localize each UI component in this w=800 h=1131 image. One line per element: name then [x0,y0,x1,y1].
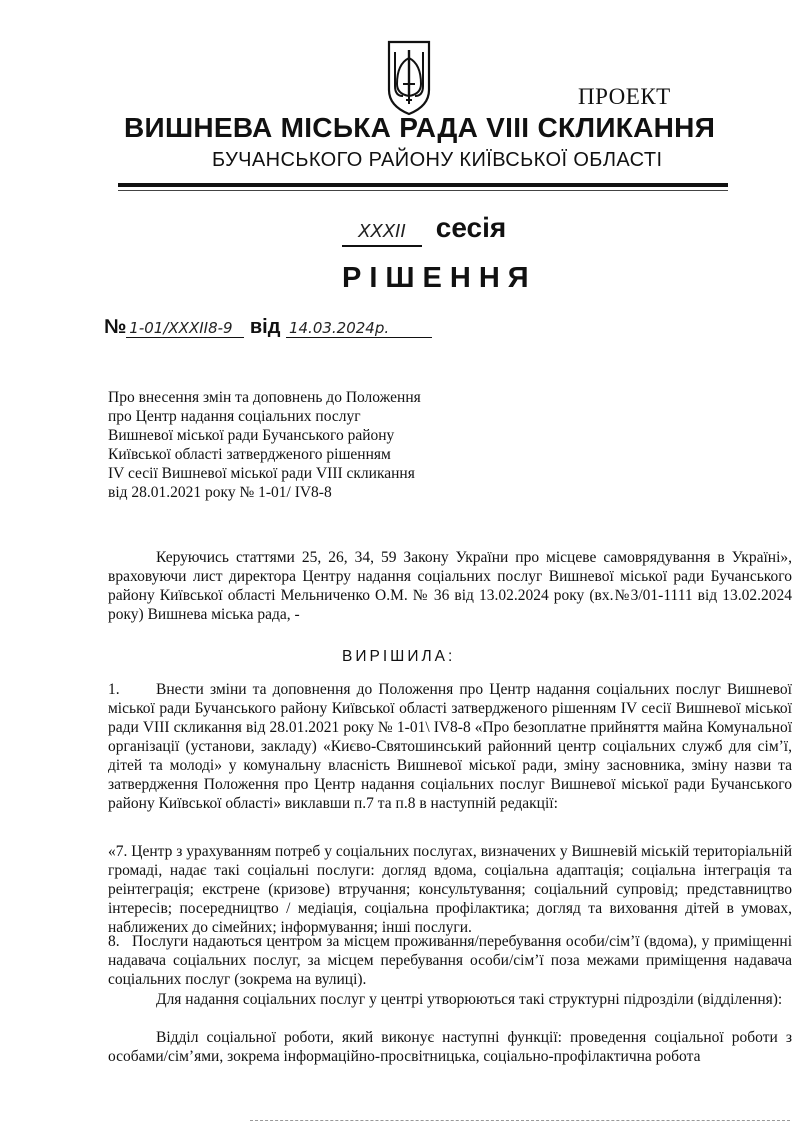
decision-title: РІШЕННЯ [342,262,537,294]
number-prefix: № [104,316,127,338]
session-label: сесія [435,212,507,243]
subject-line: IV сесії Вишневої міської ради VIII скликання [108,465,415,482]
decision-number-handwritten: 1-01/XXXII8-9 [126,319,244,338]
trident-emblem-icon [384,38,434,116]
date-prefix: від [249,316,281,338]
session-line [342,212,506,247]
district-name: БУЧАНСЬКОГО РАЙОНУ КИЇВСЬКОЇ ОБЛАСТІ [212,149,663,171]
draft-label: ПРОЕКТ [578,84,671,109]
decision-date-handwritten: 14.03.2024р. [286,319,432,338]
council-name: ВИШНЕВА МІСЬКА РАДА VIII СКЛИКАННЯ [124,112,716,143]
item-7-paragraph: «7. Центр з урахуванням потреб у соціальних послугах, визначених у Вишневій міській територіальній громаді, надає такі соціальні послуги: догляд вдома, соціальна адаптація; соціальна інтеграція та реінтеграція; екстрене (кризове) втручання; консультування; соціальний супровід; представництво інтересів; посередництво / медіація, соціальна профілактика; догляд та виховання дітей в умовах, наближених до сімейних; інформування; інші послуги. [108,843,792,936]
item-8-text: Послуги надаються центром за місцем проживання/перебування особи/сім’ї (вдома), у приміщенні надавача соціальних послуг, за місцем перебування особи/сім’ї поза межами приміщення надавача соціальних послуг (зокрема на вулиці). [108,933,792,988]
subject-line: Вишневої міської ради Бучанського району [108,427,395,444]
structure-paragraph: Для надання соціальних послуг у центрі утворюються такі структурні підрозділи (відділення): [156,991,783,1008]
session-number-handwritten: XXXII [342,219,422,247]
subject-line: Про внесення змін та доповнень до Положення [108,389,421,406]
subject-line: про Центр надання соціальних послуг [108,408,361,425]
intro-paragraph: Керуючись статтями 25, 26, 34, 59 Закону України про місцеве самоврядування в Україні», враховуючи лист директора Центру надання соціальних послуг Вишневої міської ради Бучанського району Київської області Мельниченко О.М. № 36 від 13.02.2024 року (вх.№3/01-1111 від 13.02.2024 року) Вишнева міська рада, - [108,549,792,623]
resolved-heading: ВИРІШИЛА: [342,648,456,665]
item-1-paragraph [108,680,792,813]
header-divider-thin [118,190,728,191]
header-divider-thick [118,183,728,187]
subject-line: Київської області затвердженого рішенням [108,446,391,463]
subject-line: від 28.01.2021 року № 1-01/ IV8-8 [108,484,332,501]
item-8-number: 8. [108,933,120,950]
scan-artifact-line [250,1120,790,1121]
item-1-text: Внести зміни та доповнення до Положення про Центр надання соціальних послуг Вишневої міської ради Бучанського району Київської області затвердженого рішенням IV сесії Вишневої міської ради VIII скликання від 28.01.2021 року № 1-01\ IV8-8 «Про безоплатне прийняття майна Комунальної організації (установи, закладу) «Києво-Святошинський районний центр соціальних служб для сім’ї, дітей та молоді» у комунальну власність Вишневої міської ради, зміну засновника, зміну назви та затвердження Положення про Центр надання соціальних послуг Вишневої міської ради Бучанського району Київської області» виклавши п.7 та п.8 в наступній редакції: [108,681,792,812]
item-1-number: 1. [108,681,120,698]
department-paragraph: Відділ соціальної роботи, який виконує наступні функції: проведення соціальної роботи з особами/сім’ями, зокрема інформаційно-просвітницька, соціально-профілактична робота [108,1029,792,1065]
decision-subject [108,388,468,502]
decision-number-line [104,316,432,339]
item-8-paragraph [108,932,792,989]
